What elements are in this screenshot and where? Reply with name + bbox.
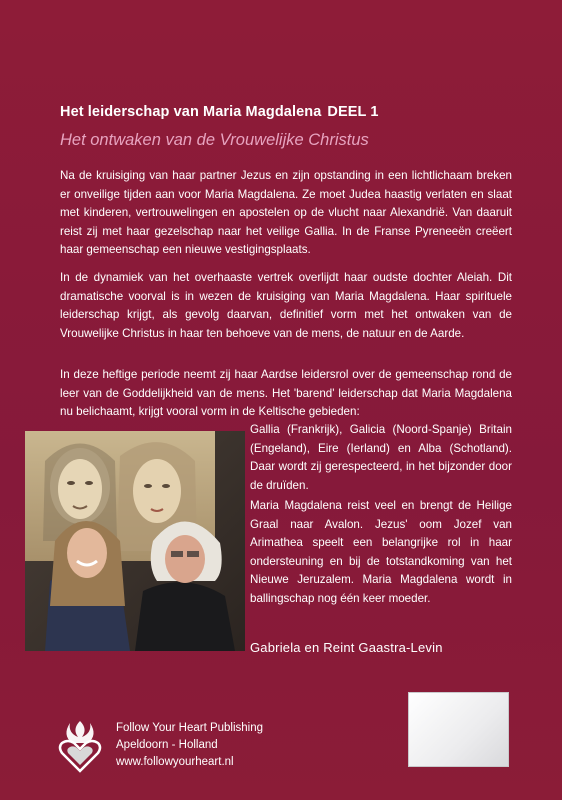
blurb-paragraph-1: Na de kruisiging van haar partner Jezus en zijn opstanding in een lichtlichaam breken er onveilige tijden aan voor Maria Magdalena. Ze moet Judea haastig verlaten en slaat met kinderen, vertrouwelingen en apostelen op de vlucht naar Alexandrië. Van daaruit reist zij met haar gezelschap naar het veilige Gallia. In de Franse Pyreneeën creëert haar gemeenschap een nieuwe vestigingsplaats.	[60, 169, 512, 256]
publisher-website[interactable]: www.followyourheart.nl	[116, 756, 234, 768]
publisher-info	[116, 720, 263, 771]
blurb-paragraph-4: Maria Magdalena reist veel en brengt de Heilige Graal naar Avalon. Jezus' oom Jozef van Arimathea speelt een belangrijke rol in haar ondersteuning en bij de totstandkoming van het Nieuwe Jeruzalem. Maria Magdalena wordt in ballingschap nog één keer moeder.	[250, 499, 512, 605]
publisher-location: Apeldoorn - Holland	[116, 739, 218, 751]
book-title: Het leiderschap van Maria Magdalena	[60, 104, 322, 120]
authors-signature: Gabriela en Reint Gaastra-Levin	[250, 640, 443, 655]
heart-flame-icon	[58, 717, 102, 773]
book-subtitle: Het ontwaken van de Vrouwelijke Christus	[60, 131, 369, 149]
book-part: DEEL 1	[327, 104, 379, 120]
book-title-line	[60, 104, 378, 120]
author-photo	[25, 431, 245, 651]
barcode-placeholder	[408, 692, 509, 767]
blurb-paragraph-3: In deze heftige periode neemt zij haar Aardse leidersrol over de gemeenschap rond de leer van de Goddelijkheid van de mens. Het 'barend' leiderschap dat Maria Magdalena nu belichaamt, krijgt vooral vorm in de Keltische gebieden:	[60, 368, 512, 418]
publisher-name: Follow Your Heart Publishing	[116, 722, 264, 734]
blurb-paragraph-3-continued: Gallia (Frankrijk), Galicia (Noord-Spanje) Britain (Engeland), Eire (Ierland) en Alba (Schotland). Daar wordt zij gerespecteerd, in het bijzonder door de druïden.	[250, 423, 512, 492]
blurb-paragraph-2: In de dynamiek van het overhaaste vertrek overlijdt haar oudste dochter Aleiah. Dit dramatische voorval is in wezen de kruisiging van Maria Magdalena. Haar spirituele leiderschap krijgt, als gevolg daarvan, definitief vorm met het ontwaken van de Vrouwelijke Christus in haar ten behoeve van de mens, de natuur en de Aarde.	[60, 271, 512, 340]
author-photo-illustration	[25, 431, 245, 651]
publisher-logo	[58, 717, 102, 773]
